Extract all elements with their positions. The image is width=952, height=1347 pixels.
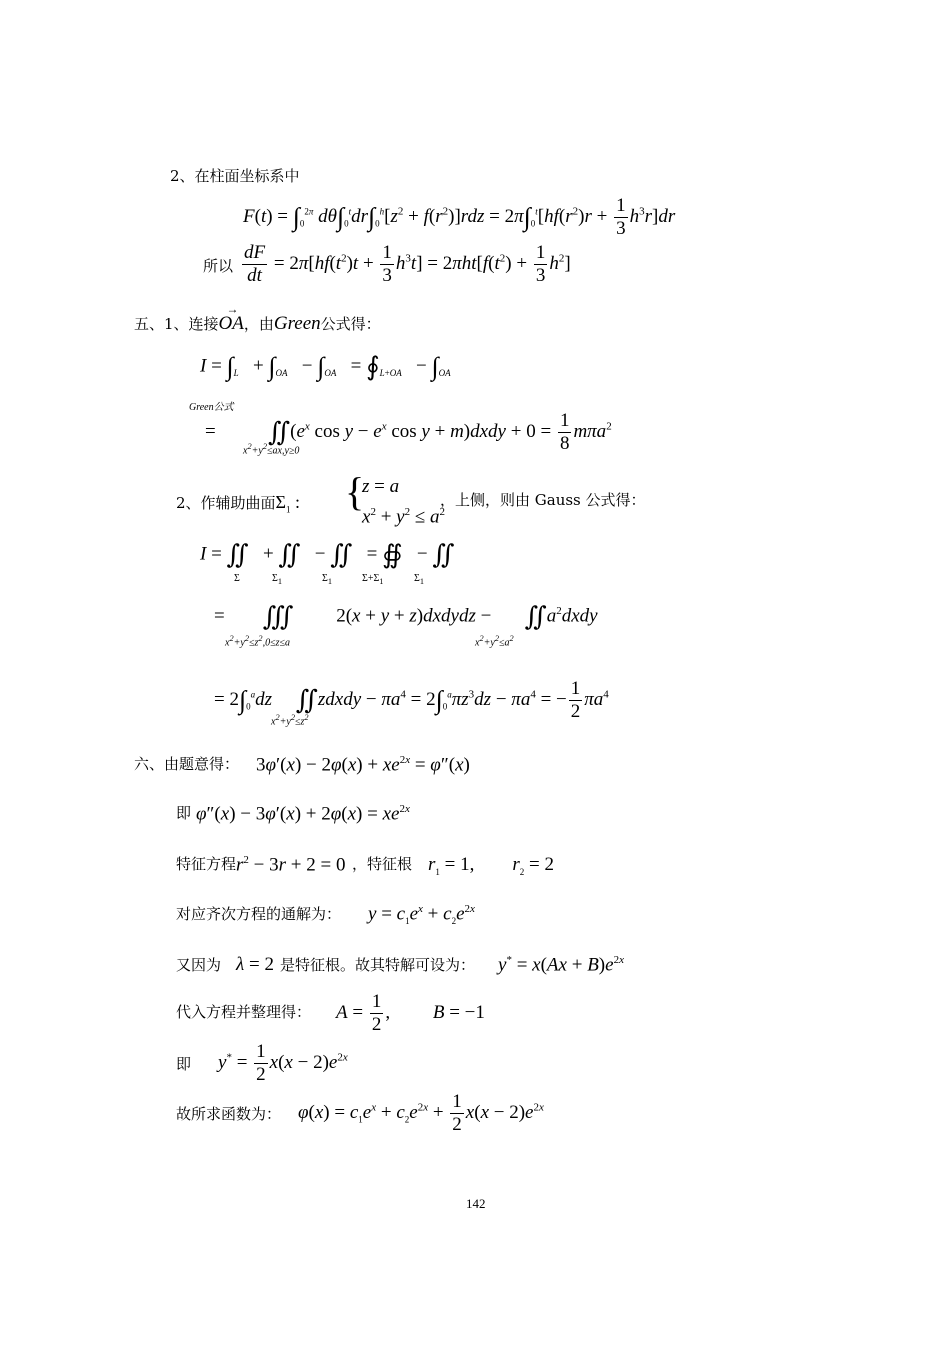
section6-heading: 六、由题意得： [134,755,240,773]
integral-limit: $x^2+y^2\le ax,y\ge 0$ [243,442,300,457]
equation-dFdt: $\frac{dF}{dt}$ = $2\pi[hf(t^2)t$ + $\frac{1}{3}$ $h^3t] = 2\pi ht[f(t^2)$ + $\frac{1}{3}$ $h^2$] [244,242,571,286]
particular-solution: y* = $\frac{1}{2}$ $x(x - 2)e^{2x}$ [218,1041,348,1085]
final-solution: $\varphi(x) = c_1e^x + c_2e^{2x}$ + $\frac{1}{2}$ $x(x - 2)e^{2x}$ [298,1091,544,1135]
equation-I-gauss1: I = ∬ + ∬ − ∬ = ∯ − ∬ [200,540,455,569]
section-label: 2、在柱面坐标系中 [170,167,300,185]
char-roots: $r_1 = 1$, $r_2 = 2$ [428,854,554,877]
sub-sigma1a: $\Sigma_1$ [272,573,282,586]
surface-eq1: z = a [362,476,400,497]
limit-zdxdy: $x^2+y^2\le z^2$ [271,713,309,728]
vector-OA: → OA [218,302,244,334]
sub-sigma1b: $\Sigma_1$ [322,573,332,586]
surface-system: { [345,469,365,514]
equation-I-line2: = $∬(e^x$ $\cos y - e^x$ cos y + m)dxdy + 0 = $\frac{1}{8}$ mπa$^2$ [205,410,612,454]
surface-eq2: $x^2 + y^2 \le a^2$ [362,506,446,528]
because-label: 又因为 [176,956,222,974]
sub-sigma: Σ [234,573,240,584]
sub-sigma1c: $\Sigma_1$ [414,573,424,586]
gauss-note: ，上侧，则由 Gauss 公式得： [440,491,646,509]
final-label: 故所求函数为： [176,1105,282,1123]
char-eq-label: 特征方程 [176,855,237,873]
limit-triple: $x^2+y^2\le z^2,0\le z\le a$ [225,634,290,649]
page-number: 142 [466,1196,486,1211]
section5-2-label: 2、作辅助曲面$\Sigma_1$ : [176,492,301,515]
equation-ode-standard: $\varphi''(x) - 3\varphi'(x) + 2\varphi(x) = xe^{2x}$ [196,803,410,825]
green-formula-note: Green公式 [189,402,234,413]
subst-label: 代入方程并整理得： [176,1003,312,1021]
ji-label: 即 [176,804,192,822]
equation-ode: $3\varphi'(x) - 2\varphi(x) + xe^{2x} = \varphi''(x)$ [256,754,470,776]
char-eq: $r^2 - 3r + 2 = 0$ [236,854,346,876]
green-word: Green [273,313,321,334]
equation-F: $F(t) = \int_0^{2\pi}$ $d\theta\int_0^tdr\int_0^h[z^2 + f(r^2)]rdz = 2\pi\int_0^t[hf(r^2)r$ + $\frac{1}{3}$ $h^3r]dr$ [243,195,676,239]
particular-form: $y^* = x(Ax + B)e^{2x}$ [498,954,624,976]
equation-I-gauss3: = $2\int_0^adz$ ∬zdxdy − $\pi a^4 = 2\int_0^a\pi z^3dz - \pi a^4$ = − $\frac{1}{2}$ $\pi a^4$ [214,678,609,722]
equation-I-gauss2: = ∭ 2(x + y + z)dxdydz − $∬a^2dxdy$ [214,602,598,631]
section5-heading: 五、1、连接 → OA，由Green公式得： [134,302,381,334]
lambda-eq: λ = 2 [236,954,274,975]
homog-label: 对应齐次方程的通解为： [176,905,342,923]
homog-solution: $y = c_1e^x + c_2e^{2x}$ [368,903,475,927]
coefficients: A = $\frac{1}{2}$ , B = −1 [336,991,485,1035]
limit-double: $x^2+y^2\le a^2$ [475,634,514,649]
char-root-label: ，特征根 [352,855,413,873]
because-mid: 是特征根。故其特解可设为： [280,956,476,974]
so-label: 所以 [203,257,234,275]
equation-I-line1: $I = \int_L + \int_{OA} - \int_{OA}$ = $∮_{L+OA} - \int_{OA}$ [200,352,451,381]
sub-sigma-sum: $\Sigma+\Sigma_1$ [362,573,384,586]
ji2-label: 即 [176,1055,192,1073]
